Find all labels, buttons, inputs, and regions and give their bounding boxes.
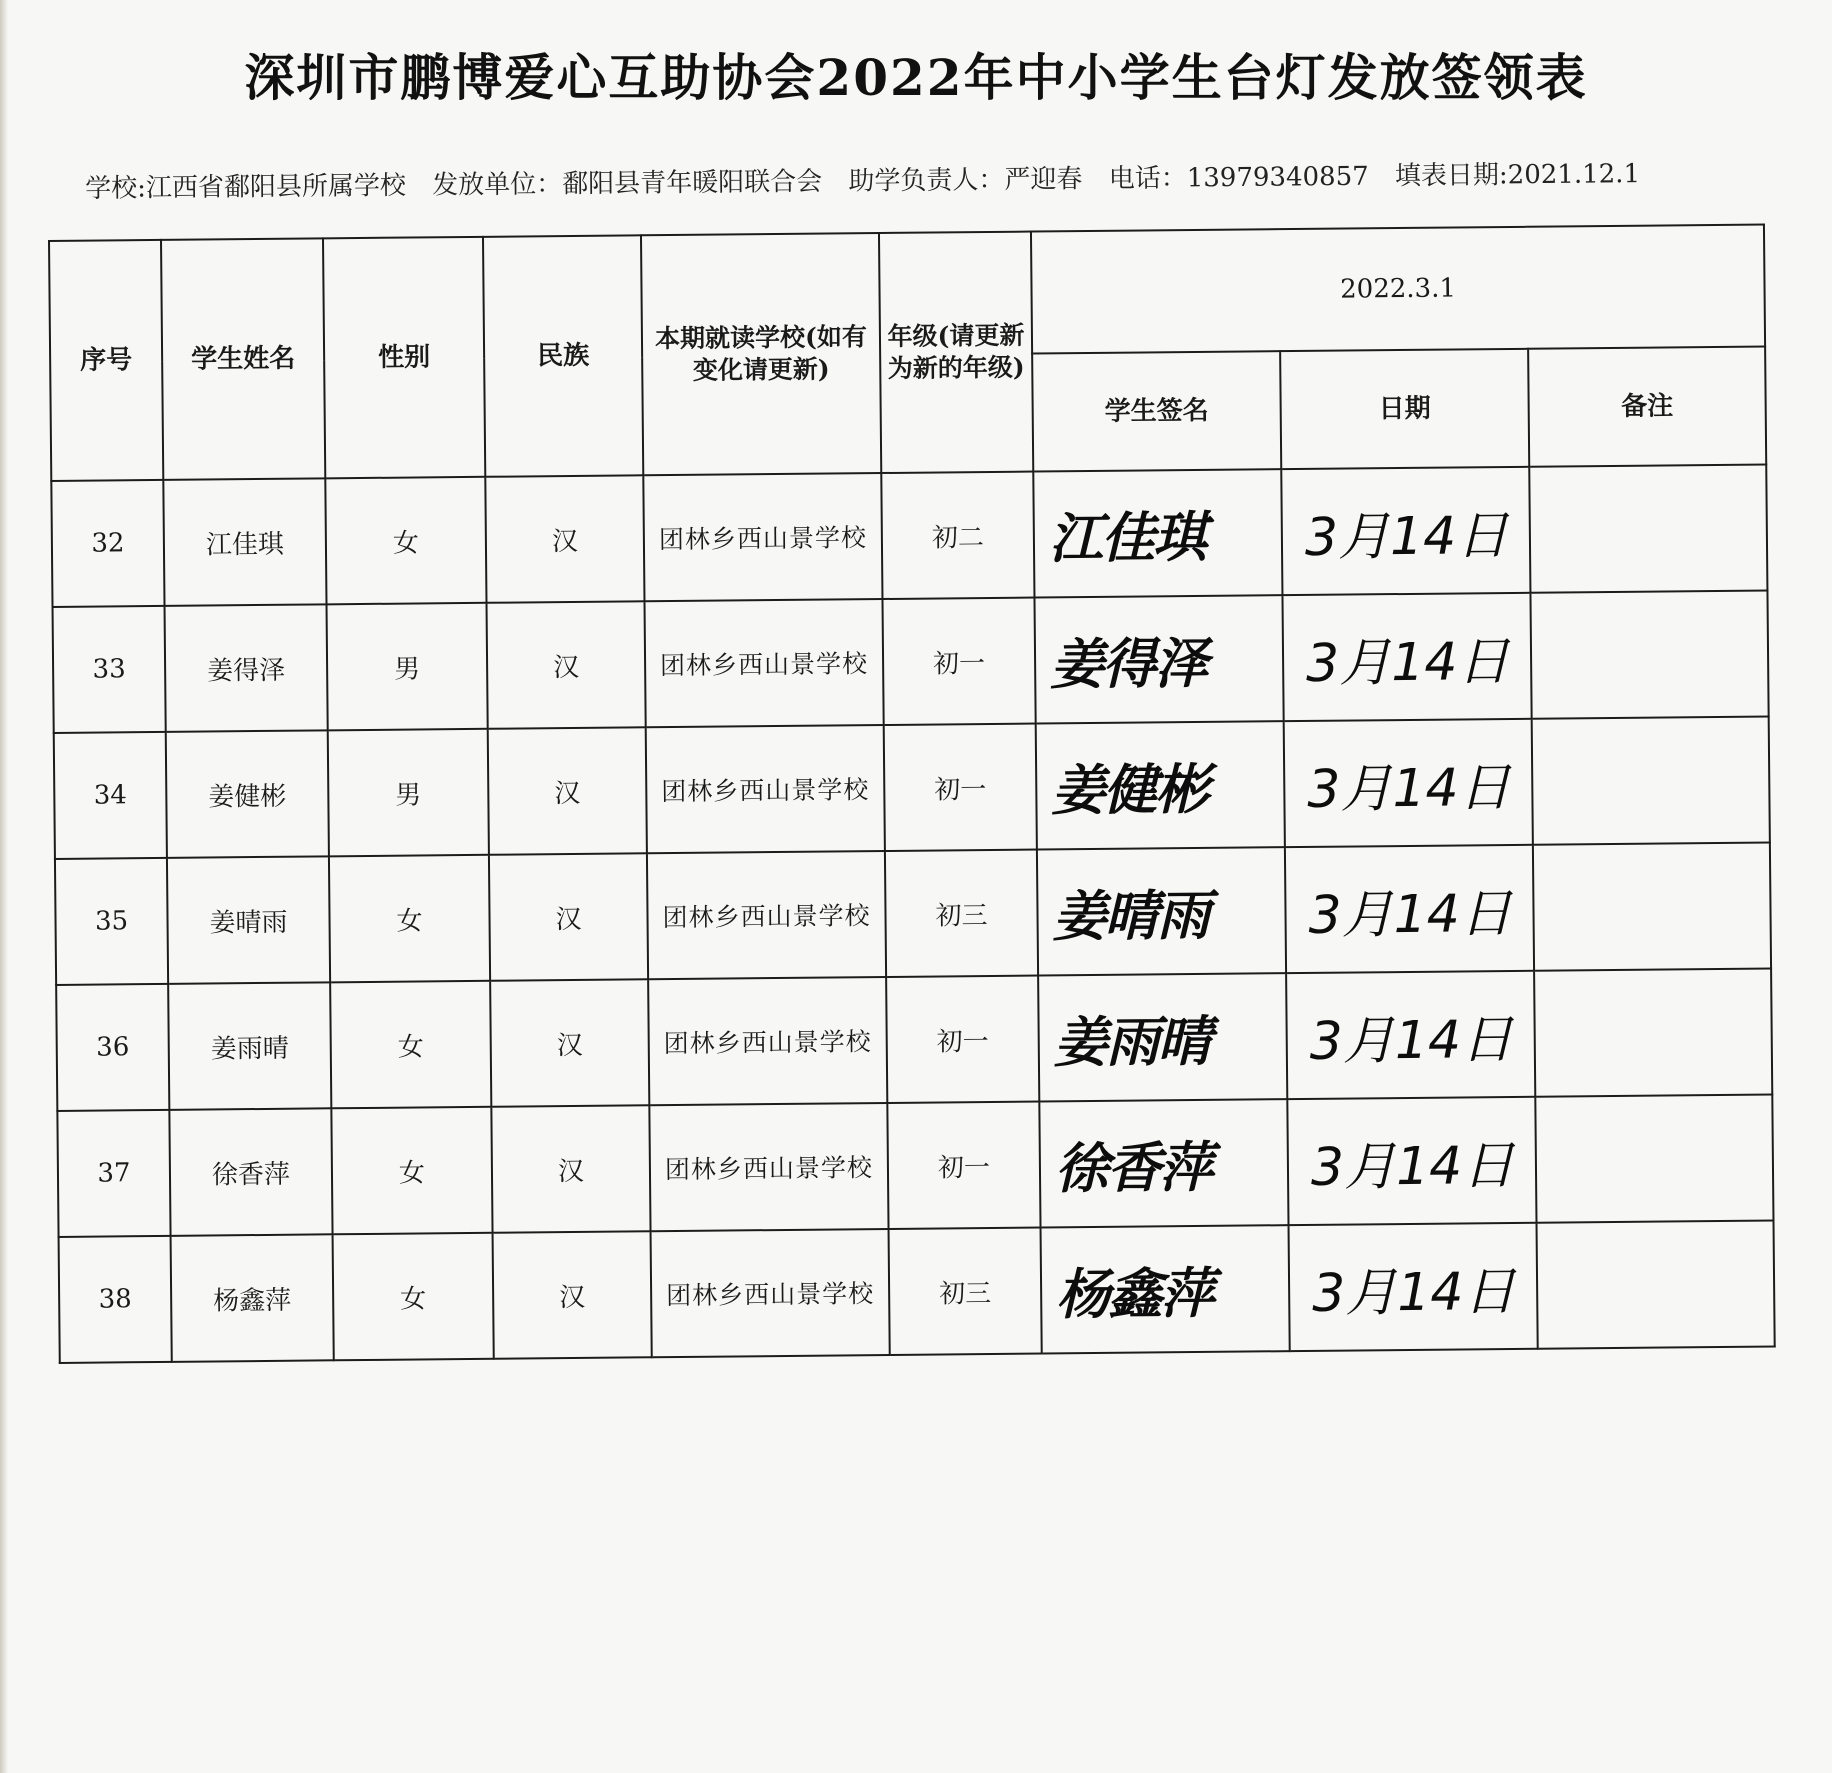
cell-remarks <box>1530 591 1768 719</box>
table-row <box>53 591 1769 733</box>
cell-signature: 姜晴雨 <box>1037 847 1286 975</box>
cell-remarks <box>1533 842 1771 970</box>
table-row <box>55 842 1771 984</box>
table-row <box>59 1220 1775 1362</box>
cell-ethnicity: 汉 <box>489 853 648 981</box>
header-ethnicity: 民族 <box>483 235 643 477</box>
cell-ethnicity: 汉 <box>490 979 649 1107</box>
cell-date: 3月14日 <box>1284 719 1533 847</box>
cell-name: 杨鑫萍 <box>171 1234 334 1362</box>
table-row <box>57 1094 1773 1236</box>
table-row <box>54 717 1770 859</box>
header-remarks: 备注 <box>1528 347 1766 467</box>
cell-school: 团林乡西山景学校 <box>647 851 886 979</box>
cell-signature: 姜得泽 <box>1034 595 1283 723</box>
cell-gender: 女 <box>330 981 491 1109</box>
sign-sheet <box>48 224 1774 1364</box>
page-edge-shadow <box>0 0 8 1773</box>
cell-seq: 35 <box>55 858 168 985</box>
header-signature: 学生签名 <box>1032 351 1281 471</box>
header-gender: 性别 <box>323 237 485 479</box>
cell-date: 3月14日 <box>1286 971 1535 1099</box>
cell-name: 徐香萍 <box>169 1108 332 1236</box>
header-period: 2022.3.1 <box>1031 225 1765 354</box>
cell-remarks <box>1537 1220 1775 1348</box>
meta-phone: 电话：13979340857 <box>1108 161 1369 195</box>
cell-date: 3月14日 <box>1281 467 1530 595</box>
cell-signature: 姜健彬 <box>1036 721 1285 849</box>
cell-seq: 38 <box>59 1236 172 1363</box>
cell-ethnicity: 汉 <box>485 475 644 603</box>
meta-fill-date: 填表日期:2021.12.1 <box>1394 159 1641 192</box>
header-seq: 序号 <box>49 240 163 481</box>
cell-ethnicity: 汉 <box>487 601 646 729</box>
cell-grade: 初二 <box>881 472 1034 599</box>
cell-remarks <box>1532 717 1770 845</box>
cell-remarks <box>1534 968 1772 1096</box>
cell-grade: 初三 <box>885 850 1038 977</box>
cell-school: 团林乡西山景学校 <box>649 1103 888 1231</box>
cell-seq: 34 <box>54 732 167 859</box>
cell-grade: 初一 <box>887 1102 1040 1229</box>
cell-ethnicity: 汉 <box>493 1231 652 1359</box>
cell-seq: 37 <box>57 1110 170 1237</box>
cell-school: 团林乡西山景学校 <box>651 1229 890 1357</box>
cell-signature: 杨鑫萍 <box>1041 1225 1290 1353</box>
form-meta-line <box>85 152 1785 205</box>
cell-grade: 初一 <box>882 598 1035 725</box>
cell-school: 团林乡西山景学校 <box>643 473 882 601</box>
cell-seq: 32 <box>51 480 164 607</box>
cell-signature: 徐香萍 <box>1039 1099 1288 1227</box>
cell-school: 团林乡西山景学校 <box>644 599 883 727</box>
cell-date: 3月14日 <box>1285 845 1534 973</box>
cell-grade: 初一 <box>884 724 1037 851</box>
cell-gender: 男 <box>327 603 488 731</box>
cell-gender: 女 <box>329 855 490 983</box>
header-row-top <box>49 225 1765 363</box>
cell-seq: 33 <box>53 606 166 733</box>
cell-name: 姜晴雨 <box>167 856 330 984</box>
sign-table <box>48 224 1776 1364</box>
table-row <box>56 968 1772 1110</box>
cell-date: 3月14日 <box>1289 1223 1538 1351</box>
page-title: 深圳市鹏博爱心互助协会2022年中小学生台灯发放签领表 <box>244 48 1588 107</box>
cell-ethnicity: 汉 <box>488 727 647 855</box>
cell-name: 姜得泽 <box>165 604 328 732</box>
cell-gender: 女 <box>331 1107 492 1235</box>
meta-person: 助学负责人：严迎春 <box>848 164 1083 197</box>
header-name: 学生姓名 <box>161 238 325 480</box>
cell-name: 姜雨晴 <box>168 982 331 1110</box>
header-date: 日期 <box>1280 349 1529 469</box>
meta-school: 学校:江西省鄱阳县所属学校 <box>85 170 407 204</box>
cell-ethnicity: 汉 <box>491 1105 650 1233</box>
cell-gender: 男 <box>328 729 489 857</box>
cell-date: 3月14日 <box>1282 593 1531 721</box>
cell-gender: 女 <box>325 477 486 605</box>
cell-school: 团林乡西山景学校 <box>648 977 887 1105</box>
cell-seq: 36 <box>56 984 169 1111</box>
cell-signature: 姜雨晴 <box>1038 973 1287 1101</box>
header-grade: 年级(请更新为新的年级) <box>879 232 1033 473</box>
cell-signature: 江佳琪 <box>1033 469 1282 597</box>
cell-school: 团林乡西山景学校 <box>646 725 885 853</box>
cell-gender: 女 <box>333 1233 494 1361</box>
cell-grade: 初一 <box>886 976 1039 1103</box>
cell-remarks <box>1529 465 1767 593</box>
cell-grade: 初三 <box>889 1228 1042 1355</box>
cell-name: 姜健彬 <box>166 730 329 858</box>
table-row <box>51 465 1767 607</box>
header-school: 本期就读学校(如有变化请更新) <box>641 233 881 475</box>
cell-date: 3月14日 <box>1287 1097 1536 1225</box>
cell-remarks <box>1535 1094 1773 1222</box>
cell-name: 江佳琪 <box>163 478 326 606</box>
meta-issuer: 发放单位：鄱阳县青年暖阳联合会 <box>432 166 823 201</box>
